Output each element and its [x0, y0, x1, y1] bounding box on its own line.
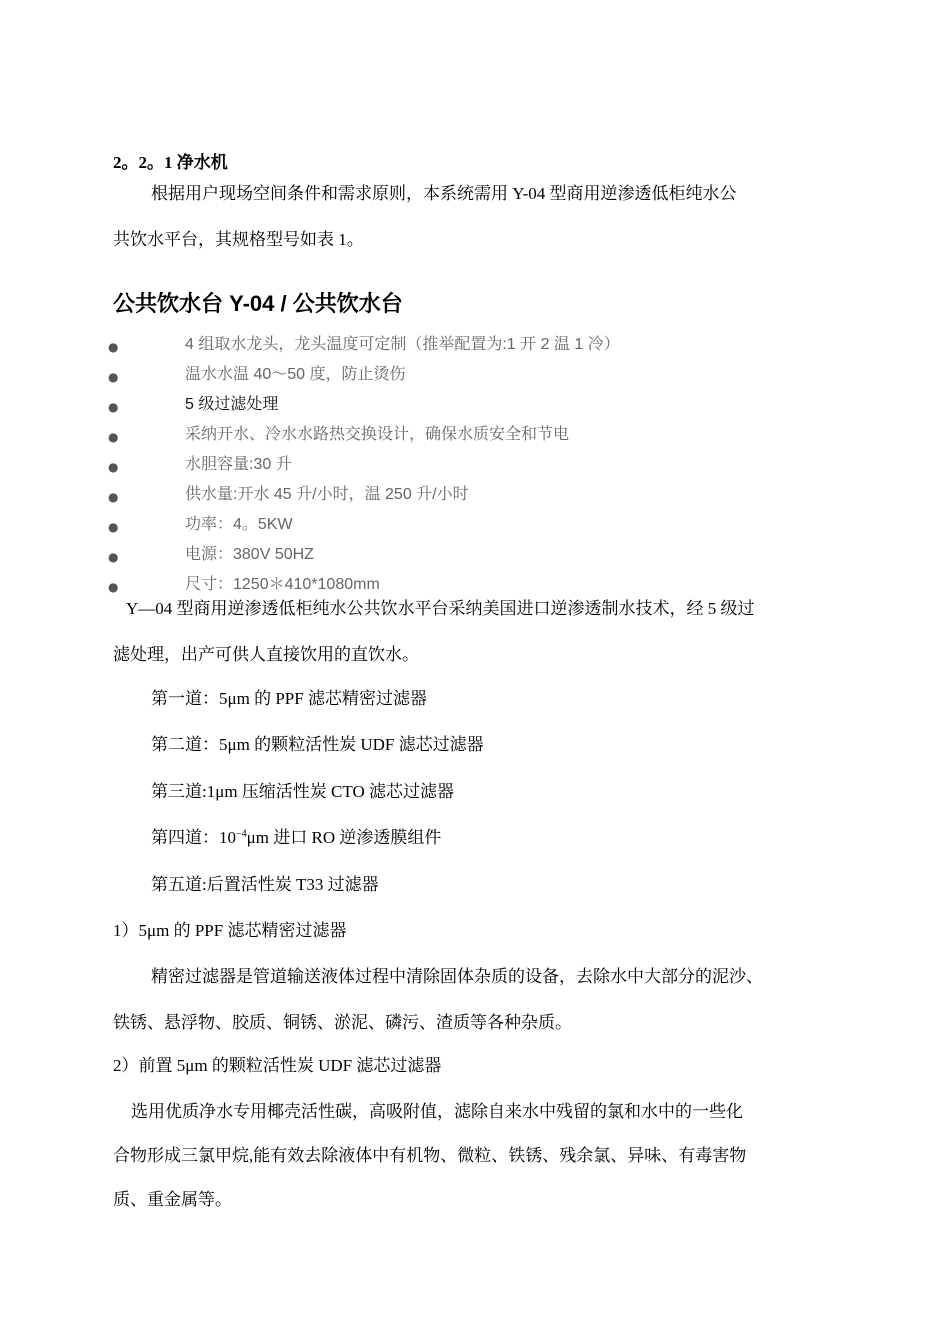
- spec-text: 采纳开水、冷水水路热交换设计，确保水质安全和节电: [185, 426, 570, 443]
- list-item: [0, 364, 950, 394]
- list-item: [0, 424, 950, 454]
- list-item: [0, 514, 950, 544]
- stage-4-prefix: 第四道：10: [151, 828, 236, 847]
- intro-line-2: 共饮水平台，其规格型号如表 1。: [113, 230, 364, 249]
- spec-list: [0, 334, 950, 604]
- spec-text: 电源：380V 50HZ: [185, 546, 314, 563]
- bullet-dot-icon: ●: [108, 370, 119, 384]
- spec-text: 4 组取水龙头，龙头温度可定制（推举配置为:1 开 2 温 1 冷）: [185, 336, 620, 353]
- bullet-dot-icon: ●: [108, 580, 119, 594]
- stage-4: [151, 827, 441, 849]
- bullet-dot-icon: ●: [108, 430, 119, 444]
- intro-line-1: 根据用户现场空间条件和需求原则，本系统需用 Y-04 型商用逆渗透低柜纯水公: [151, 184, 737, 203]
- list-item: [0, 394, 950, 424]
- detail-2-line-1: 选用优质净水专用椰壳活性碳，高吸附值，滤除自来水中残留的氯和水中的一些化: [131, 1102, 743, 1121]
- stage-4-suffix: μm 进口 RO 逆渗透膜组件: [246, 828, 442, 847]
- spec-text: 水胆容量:30 升: [185, 456, 292, 473]
- spec-text: 尺寸：1250＊410*1080mm: [185, 576, 380, 593]
- list-item: [0, 544, 950, 574]
- stage-5: 第五道:后置活性炭 T33 过滤器: [151, 875, 379, 894]
- stage-1: 第一道：5μm 的 PPF 滤芯精密过滤器: [151, 689, 427, 708]
- detail-2-line-2: 合物形成三氯甲烷,能有效去除液体中有机物、微粒、铁锈、残余氯、异味、有毒害物: [113, 1146, 747, 1165]
- bullet-dot-icon: ●: [108, 490, 119, 504]
- bullet-dot-icon: ●: [108, 400, 119, 414]
- description-line-1: Y—04 型商用逆渗透低柜纯水公共饮水平台采纳美国进口逆渗透制水技术，经 5 级过: [126, 599, 755, 618]
- stage-2: 第二道：5μm 的颗粒活性炭 UDF 滤芯过滤器: [151, 735, 484, 754]
- spec-text: 供水量:开水 45 升/小时，温 250 升/小时: [185, 486, 469, 503]
- stage-4-exponent: −4: [236, 828, 247, 840]
- product-title: 公共饮水台 Y-04 / 公共饮水台: [113, 291, 403, 316]
- list-item: [0, 484, 950, 514]
- bullet-dot-icon: ●: [108, 460, 119, 474]
- list-item: [0, 334, 950, 364]
- detail-2-heading: 2）前置 5μm 的颗粒活性炭 UDF 滤芯过滤器: [113, 1056, 442, 1075]
- bullet-dot-icon: ●: [108, 550, 119, 564]
- spec-text: 温水水温 40～50 度，防止烫伤: [185, 366, 406, 383]
- spec-text: 5 级过滤处理: [185, 396, 279, 413]
- list-item: [0, 454, 950, 484]
- bullet-dot-icon: ●: [108, 520, 119, 534]
- spec-text: 功率：4。5KW: [185, 516, 293, 533]
- section-heading: 2。2。1 净水机: [113, 153, 228, 172]
- bullet-dot-icon: ●: [108, 340, 119, 354]
- detail-2-line-3: 质、重金属等。: [113, 1190, 232, 1209]
- detail-1-line-2: 铁锈、悬浮物、胶质、铜锈、淤泥、磷污、渣质等各种杂质。: [113, 1013, 572, 1032]
- stage-3: 第三道:1μm 压缩活性炭 CTO 滤芯过滤器: [151, 782, 455, 801]
- detail-1-heading: 1）5μm 的 PPF 滤芯精密过滤器: [113, 921, 347, 940]
- description-line-2: 滤处理，出产可供人直接饮用的直饮水。: [113, 645, 419, 664]
- detail-1-line-1: 精密过滤器是管道输送液体过程中清除固体杂质的设备，去除水中大部分的泥沙、: [151, 967, 763, 986]
